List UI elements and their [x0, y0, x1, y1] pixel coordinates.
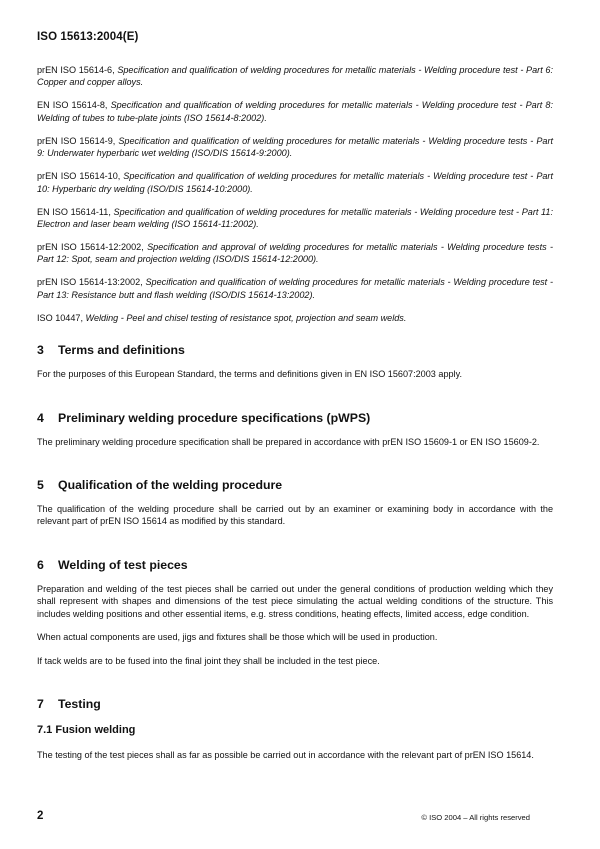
section-text: The preliminary welding procedure specification shall be prepared in accordance with prEN ISO 15609-1 or EN ISO 15609-2.: [37, 436, 540, 447]
section-number: 5: [37, 478, 44, 493]
section-title: Terms and definitions: [58, 343, 185, 358]
document-id: ISO 15613:2004(E): [37, 31, 139, 43]
section-6: [37, 558, 553, 667]
section-heading: [37, 697, 553, 711]
section-title: Testing: [58, 696, 101, 711]
reference-item: [37, 170, 553, 195]
section-heading: [37, 558, 553, 572]
section-number: 4: [37, 410, 44, 425]
subsection-heading: 7.1 Fusion welding: [37, 723, 136, 736]
reference-code: ISO 10447,: [37, 312, 84, 323]
section-4: [37, 411, 553, 448]
section-7: [37, 697, 553, 761]
section-text: When actual components are used, jigs and fixtures shall be those which will be used in production.: [37, 632, 438, 643]
reference-item: [37, 99, 553, 124]
page-number: 2: [37, 810, 44, 822]
section-5: [37, 478, 553, 528]
section-title: Qualification of the welding procedure: [58, 478, 283, 493]
reference-title: Specification and qualification of welding procedures for metallic materials - Welding procedure test - Part 10: Hyperbaric dry welding (ISO/DIS 15614-10:2000).: [37, 171, 553, 194]
section-heading: [37, 343, 553, 357]
section-heading: [37, 478, 553, 492]
reference-item: [37, 206, 553, 231]
reference-title: Specification and qualification of welding procedures for metallic materials - Welding procedure test - Part 11: Electron and laser beam welding (ISO 15614-11:2002).: [37, 206, 553, 230]
reference-item: [37, 276, 553, 301]
reference-code: prEN ISO 15614-10,: [37, 171, 121, 182]
page-content: [37, 64, 553, 761]
reference-title: Specification and qualification of welding procedures for metallic materials - Welding procedure tests - Part 9: Underwater hyperbaric wet welding (ISO/DIS 15614-9:2000).: [37, 135, 554, 159]
reference-code: prEN ISO 15614-12:2002,: [37, 242, 144, 253]
reference-item: [37, 64, 553, 89]
reference-title: Specification and qualification of welding procedures for metallic materials - Welding procedure test - Part 13: Resistance butt and flash welding (ISO/DIS 15614-13:2002).: [37, 277, 554, 300]
section-text: For the purposes of this European Standard, the terms and definitions given in EN ISO 15607:2003 apply.: [37, 369, 462, 380]
section-text: The qualification of the welding procedure shall be carried out by an examiner or examining body in accordance with the relevant part of prEN ISO 15614 as modified by this standard.: [37, 504, 553, 527]
section-text: If tack welds are to be fused into the final joint they shall be included in the test piece.: [37, 655, 380, 666]
section-number: 6: [37, 557, 44, 572]
section-title: Welding of test pieces: [58, 557, 188, 572]
reference-title: Specification and qualification of welding procedures for metallic materials - Welding procedure test - Part 8: Welding of tubes to tube-plate joints (ISO 15614-8:2002).: [37, 100, 553, 123]
reference-item: [37, 241, 553, 266]
section-3: [37, 343, 553, 380]
section-number: 7: [37, 696, 44, 711]
reference-list: [37, 64, 553, 324]
reference-title: Specification and approval of welding procedures for metallic materials - Welding procedure tests - Part 12: Spot, seam and projection welding (ISO/DIS 15614-12:2000).: [37, 242, 554, 265]
reference-title: Specification and qualification of welding procedures for metallic materials - Welding procedure test - Part 6: Copper and copper alloys.: [37, 65, 553, 88]
reference-item: [37, 135, 553, 160]
section-text: The testing of the test pieces shall as far as possible be carried out in accordance with the relevant part of prEN ISO 15614.: [37, 749, 534, 760]
section-text: Preparation and welding of the test pieces shall be carried out under the general conditions of production welding which they shall represent with shapes and dimensions of the test piece simulating the actual welding conditions of the structure. This includes welding positions and other essential items, e.g. stress conditions, heating effects, limited access, edge condition.: [37, 583, 553, 619]
section-number: 3: [37, 343, 44, 358]
section-heading: [37, 411, 553, 425]
copyright-notice: © ISO 2004 – All rights reserved: [421, 813, 530, 822]
reference-item: [37, 312, 553, 324]
reference-code: prEN ISO 15614-13:2002,: [37, 277, 143, 288]
reference-code: prEN ISO 15614-9,: [37, 135, 116, 146]
section-title: Preliminary welding procedure specifications (pWPS): [58, 410, 371, 425]
reference-code: EN ISO 15614-8,: [37, 100, 108, 111]
reference-title: Welding - Peel and chisel testing of resistance spot, projection and seam welds.: [85, 312, 407, 323]
reference-code: EN ISO 15614-11,: [37, 206, 111, 217]
reference-code: prEN ISO 15614-6,: [37, 65, 115, 75]
